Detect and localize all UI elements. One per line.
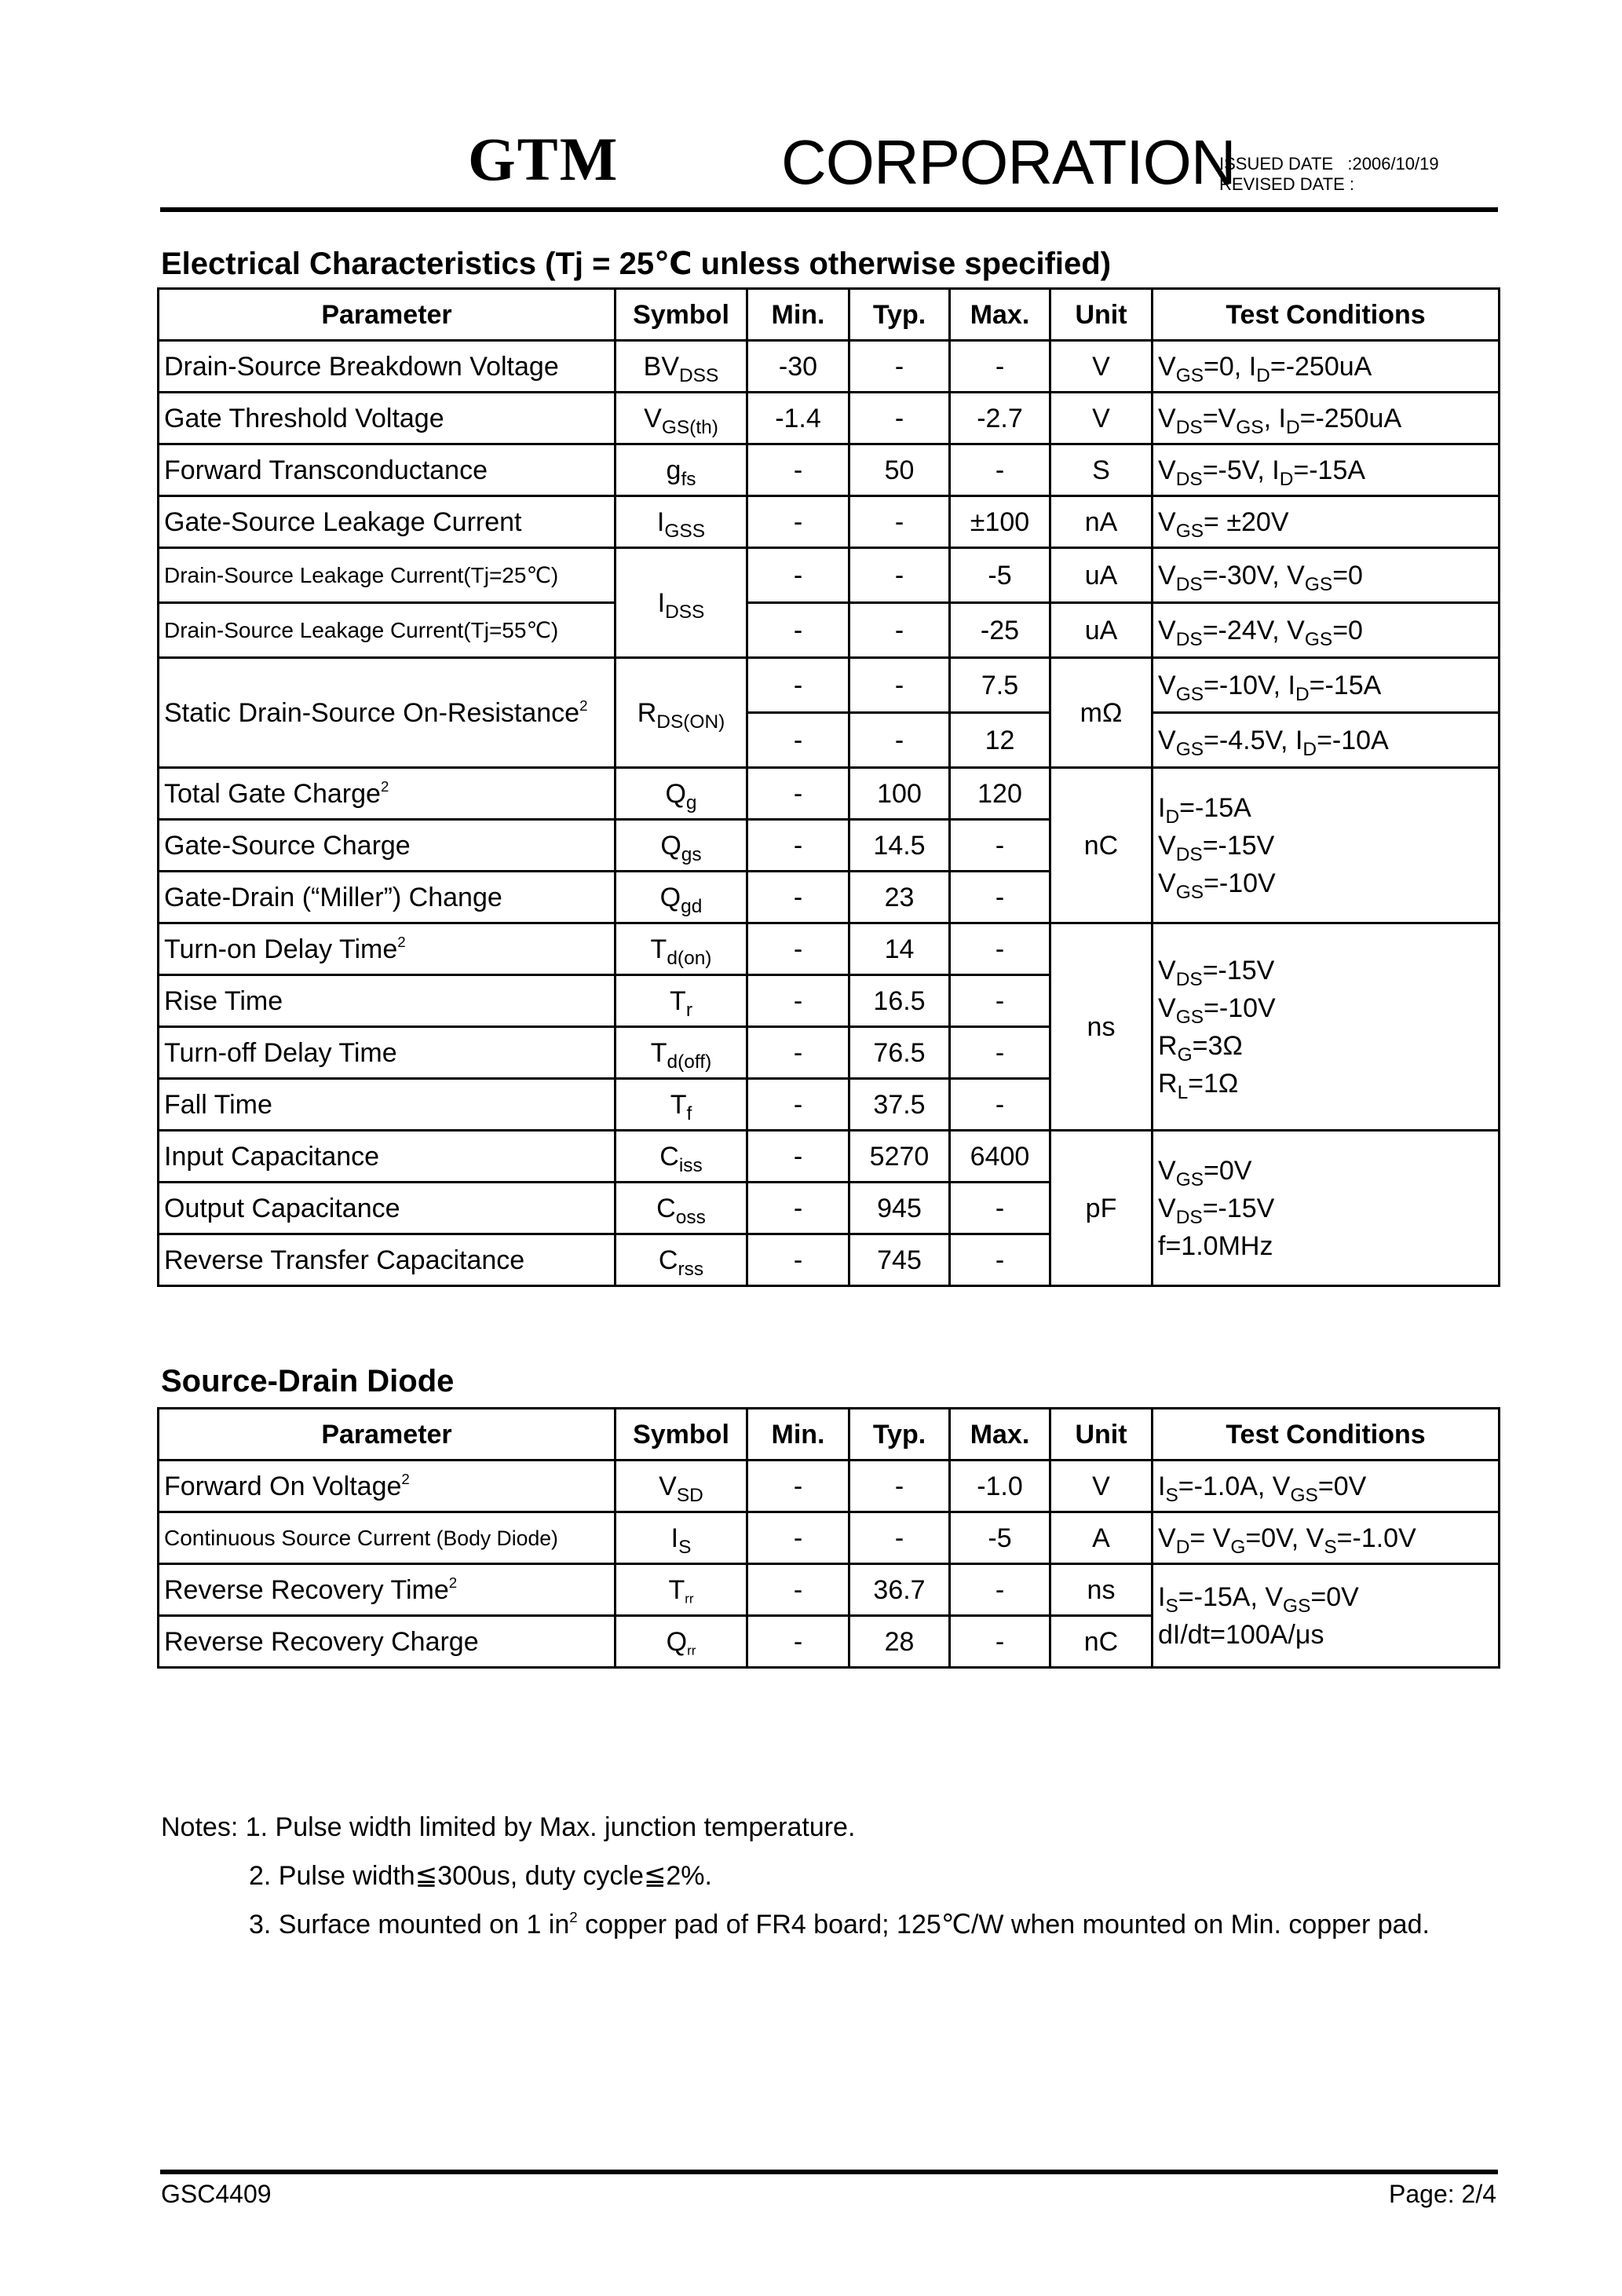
electrical-col-parameter: Parameter xyxy=(159,289,616,341)
electrical-col-test-conditions: Test Conditions xyxy=(1153,289,1500,341)
document-dates xyxy=(1219,154,1439,195)
conditions-cell: $V_{GS}=-10V$, $I_D=-15A$ xyxy=(1153,658,1500,713)
electrical-row xyxy=(159,923,1500,975)
company-logo: GTM xyxy=(468,125,619,193)
symbol-cell: $T_{d(off)}$ xyxy=(616,1027,747,1079)
diode-col-typ: Typ. xyxy=(849,1409,950,1461)
max-cell: 6400 xyxy=(950,1131,1050,1183)
page-number: Page: 2/4 xyxy=(1389,2180,1496,2208)
electrical-row xyxy=(159,496,1500,548)
note-1 xyxy=(161,1803,1430,1852)
max-cell: -25 xyxy=(950,603,1050,658)
min-cell: - xyxy=(747,1027,849,1079)
conditions-cell: $V_{DS}=-30V$, $V_{GS}=0$ xyxy=(1153,548,1500,603)
max-cell: 7.5 xyxy=(950,658,1050,713)
condition-line: $I_D=-15A$ xyxy=(1158,792,1251,828)
condition-line: $V_{DS}=-15V$ xyxy=(1158,1193,1275,1228)
symbol-cell: $g_{fs}$ xyxy=(616,444,747,496)
conditions-cell: $I_S=-1.0A$, $V_{GS}=0V$ xyxy=(1153,1461,1500,1512)
max-cell: - xyxy=(950,1234,1050,1286)
min-cell: - xyxy=(747,496,849,548)
condition-line: $I_S=-15A$, $V_{GS}=0V$ xyxy=(1158,1581,1359,1617)
diode-col-symbol: Symbol xyxy=(616,1409,747,1461)
unit-cell: S xyxy=(1050,444,1153,496)
unit-cell: nA xyxy=(1050,496,1153,548)
symbol-cell: $T_f$ xyxy=(616,1079,747,1131)
typ-cell: - xyxy=(849,548,950,603)
electrical-col-typ: Typ. xyxy=(849,289,950,341)
parameter-cell: Fall Time xyxy=(159,1079,616,1131)
electrical-row xyxy=(159,1131,1500,1183)
typ-cell: 14.5 xyxy=(849,820,950,872)
max-cell: -1.0 xyxy=(950,1461,1050,1512)
conditions-cell: $V_{GS}=-4.5V$, $I_D=-10A$ xyxy=(1153,713,1500,768)
min-cell: - xyxy=(747,1512,849,1564)
symbol-cell: $C_{oss}$ xyxy=(616,1183,747,1234)
symbol-cell: $T_{rr}$ xyxy=(616,1564,747,1616)
unit-cell: nC xyxy=(1050,1616,1153,1668)
electrical-characteristics-title: Electrical Characteristics (Tj = 25℃ unless otherwise specified) xyxy=(161,247,1112,281)
typ-cell: 14 xyxy=(849,923,950,975)
electrical-row xyxy=(159,341,1500,393)
source-drain-diode-title: Source-Drain Diode xyxy=(161,1364,455,1398)
conditions-cell xyxy=(1153,1564,1500,1668)
electrical-row xyxy=(159,603,1500,658)
diode-col-unit: Unit xyxy=(1050,1409,1153,1461)
max-cell: - xyxy=(950,341,1050,393)
parameter-cell: Drain-Source Leakage Current(Tj=55℃) xyxy=(159,603,616,658)
condition-line: $V_{DS}=-15V$ xyxy=(1158,830,1275,865)
typ-cell: 5270 xyxy=(849,1131,950,1183)
min-cell: - xyxy=(747,820,849,872)
electrical-row xyxy=(159,548,1500,603)
max-cell: - xyxy=(950,1183,1050,1234)
parameter-cell: Static Drain-Source On-Resistance$^2$ xyxy=(159,658,616,768)
parameter-cell: Input Capacitance xyxy=(159,1131,616,1183)
parameter-cell: Gate-Source Charge xyxy=(159,820,616,872)
max-cell: - xyxy=(950,820,1050,872)
min-cell: - xyxy=(747,1183,849,1234)
notes xyxy=(161,1803,1430,1949)
typ-cell: 76.5 xyxy=(849,1027,950,1079)
typ-cell: - xyxy=(849,393,950,444)
parameter-cell: Gate-Source Leakage Current xyxy=(159,496,616,548)
note-3-end: copper pad of FR4 board; 125℃/W when mounted on Min. copper pad. xyxy=(577,1910,1430,1940)
note-2: 2. Pulse width≦300us, duty cycle≦2%. xyxy=(249,1861,712,1891)
typ-cell: - xyxy=(849,658,950,713)
electrical-row xyxy=(159,393,1500,444)
min-cell: - xyxy=(747,1131,849,1183)
parameter-cell: Drain-Source Leakage Current(Tj=25℃) xyxy=(159,548,616,603)
conditions-cell xyxy=(1153,768,1500,923)
revised-date: REVISED DATE : xyxy=(1219,174,1354,194)
typ-cell: 36.7 xyxy=(849,1564,950,1616)
symbol-cell: $C_{iss}$ xyxy=(616,1131,747,1183)
condition-line: $R_G=3\Omega$ xyxy=(1158,1030,1243,1066)
electrical-col-symbol: Symbol xyxy=(616,289,747,341)
max-cell: ±100 xyxy=(950,496,1050,548)
symbol-cell: $C_{rss}$ xyxy=(616,1234,747,1286)
min-cell: - xyxy=(747,1461,849,1512)
condition-line: f=1.0MHz xyxy=(1158,1230,1273,1261)
max-cell: 120 xyxy=(950,768,1050,820)
typ-cell: 945 xyxy=(849,1183,950,1234)
electrical-row xyxy=(159,444,1500,496)
parameter-cell: Reverse Recovery Charge xyxy=(159,1616,616,1668)
parameter-cell: Gate-Drain (“Miller”) Change xyxy=(159,872,616,923)
symbol-cell: $T_{d(on)}$ xyxy=(616,923,747,975)
note-3-sup: 2 xyxy=(569,1908,578,1925)
typ-cell: - xyxy=(849,713,950,768)
condition-line: dI/dt=100A/μs xyxy=(1158,1619,1324,1650)
min-cell: - xyxy=(747,1079,849,1131)
electrical-col-unit: Unit xyxy=(1050,289,1153,341)
symbol-cell: $BV_{DSS}$ xyxy=(616,341,747,393)
max-cell: -5 xyxy=(950,1512,1050,1564)
unit-cell: mΩ xyxy=(1050,658,1153,768)
typ-cell: 16.5 xyxy=(849,975,950,1027)
condition-line: $V_{GS}=-10V$ xyxy=(1158,868,1276,903)
diode-row xyxy=(159,1512,1500,1564)
min-cell: -30 xyxy=(747,341,849,393)
document-id: GSC4409 xyxy=(161,2180,272,2208)
unit-cell: V xyxy=(1050,1461,1153,1512)
typ-cell: 23 xyxy=(849,872,950,923)
condition-line: $V_{GS}=-10V$ xyxy=(1158,993,1276,1028)
electrical-characteristics-table xyxy=(157,287,1500,1287)
min-cell: - xyxy=(747,658,849,713)
min-cell: - xyxy=(747,923,849,975)
min-cell: - xyxy=(747,713,849,768)
unit-cell: V xyxy=(1050,341,1153,393)
diode-header-row xyxy=(159,1409,1500,1461)
max-cell: - xyxy=(950,1027,1050,1079)
note-3-start: 3. Surface mounted on 1 in xyxy=(249,1910,570,1940)
typ-cell: - xyxy=(849,603,950,658)
min-cell: - xyxy=(747,1616,849,1668)
symbol-cell: $Q_{gd}$ xyxy=(616,872,747,923)
max-cell: 12 xyxy=(950,713,1050,768)
parameter-cell: Total Gate Charge$^2$ xyxy=(159,768,616,820)
conditions-cell: $V_D= V_G=0V$, $V_S=-1.0V$ xyxy=(1153,1512,1500,1564)
diode-col-min: Min. xyxy=(747,1409,849,1461)
symbol-cell: $V_{GS(th)}$ xyxy=(616,393,747,444)
electrical-col-max: Max. xyxy=(950,289,1050,341)
condition-line: $V_{GS}=0V$ xyxy=(1158,1155,1252,1190)
corporation-title: CORPORATION xyxy=(781,127,1236,197)
unit-cell: ns xyxy=(1050,1564,1153,1616)
typ-cell: 37.5 xyxy=(849,1079,950,1131)
diode-col-parameter: Parameter xyxy=(159,1409,616,1461)
unit-cell: pF xyxy=(1050,1131,1153,1286)
symbol-cell: $I_S$ xyxy=(616,1512,747,1564)
source-drain-diode-table xyxy=(157,1407,1500,1669)
min-cell: - xyxy=(747,1564,849,1616)
min-cell: - xyxy=(747,768,849,820)
typ-cell: 100 xyxy=(849,768,950,820)
min-cell: - xyxy=(747,444,849,496)
min-cell: - xyxy=(747,975,849,1027)
max-cell: - xyxy=(950,1079,1050,1131)
unit-cell: ns xyxy=(1050,923,1153,1131)
symbol-cell: $T_r$ xyxy=(616,975,747,1027)
symbol-cell: $Q_{rr}$ xyxy=(616,1616,747,1668)
min-cell: - xyxy=(747,603,849,658)
symbol-cell: $Q_{gs}$ xyxy=(616,820,747,872)
condition-line: $V_{DS}=-15V$ xyxy=(1158,955,1275,990)
diode-col-max: Max. xyxy=(950,1409,1050,1461)
unit-cell: uA xyxy=(1050,603,1153,658)
diode-row xyxy=(159,1461,1500,1512)
typ-cell: - xyxy=(849,1512,950,1564)
parameter-cell: Output Capacitance xyxy=(159,1183,616,1234)
electrical-header-row xyxy=(159,289,1500,341)
unit-cell: V xyxy=(1050,393,1153,444)
parameter-cell: Turn-off Delay Time xyxy=(159,1027,616,1079)
typ-cell: 745 xyxy=(849,1234,950,1286)
max-cell: - xyxy=(950,923,1050,975)
parameter-cell: Gate Threshold Voltage xyxy=(159,393,616,444)
parameter-cell: Forward On Voltage$^2$ xyxy=(159,1461,616,1512)
unit-cell: uA xyxy=(1050,548,1153,603)
conditions-cell: $V_{DS}=V_{GS}$, $I_D=-250uA$ xyxy=(1153,393,1500,444)
typ-cell: - xyxy=(849,341,950,393)
conditions-cell xyxy=(1153,923,1500,1131)
min-cell: -1.4 xyxy=(747,393,849,444)
max-cell: -5 xyxy=(950,548,1050,603)
max-cell: - xyxy=(950,1616,1050,1668)
unit-cell: nC xyxy=(1050,768,1153,923)
symbol-cell: $I_{DSS}$ xyxy=(616,548,747,658)
parameter-cell: Turn-on Delay Time$^2$ xyxy=(159,923,616,975)
min-cell: - xyxy=(747,1234,849,1286)
electrical-row xyxy=(159,768,1500,820)
max-cell: - xyxy=(950,444,1050,496)
electrical-row xyxy=(159,658,1500,713)
max-cell: - xyxy=(950,872,1050,923)
typ-cell: - xyxy=(849,496,950,548)
typ-cell: - xyxy=(849,1461,950,1512)
parameter-cell: Drain-Source Breakdown Voltage xyxy=(159,341,616,393)
min-cell: - xyxy=(747,548,849,603)
parameter-cell: Continuous Source Current (Body Diode) xyxy=(159,1512,616,1564)
footer-rule xyxy=(160,2170,1498,2174)
electrical-col-min: Min. xyxy=(747,289,849,341)
diode-row xyxy=(159,1564,1500,1616)
parameter-cell: Reverse Transfer Capacitance xyxy=(159,1234,616,1286)
conditions-cell: $V_{DS}=-5V$, $I_D=-15A$ xyxy=(1153,444,1500,496)
max-cell: - xyxy=(950,975,1050,1027)
note-3 xyxy=(161,1900,1430,1949)
conditions-cell: $V_{DS}=-24V$, $V_{GS}=0$ xyxy=(1153,603,1500,658)
diode-col-test-conditions: Test Conditions xyxy=(1153,1409,1500,1461)
header-rule xyxy=(160,207,1498,212)
parameter-cell: Forward Transconductance xyxy=(159,444,616,496)
symbol-cell: $R_{DS(ON)}$ xyxy=(616,658,747,768)
conditions-cell: $V_{GS}=0$, $I_D=-250uA$ xyxy=(1153,341,1500,393)
parameter-cell: Rise Time xyxy=(159,975,616,1027)
symbol-cell: $I_{GSS}$ xyxy=(616,496,747,548)
max-cell: -2.7 xyxy=(950,393,1050,444)
max-cell: - xyxy=(950,1564,1050,1616)
typ-cell: 50 xyxy=(849,444,950,496)
parameter-cell: Reverse Recovery Time$^2$ xyxy=(159,1564,616,1616)
notes-prefix: Notes: xyxy=(161,1812,239,1842)
note-text: 1. Pulse width limited by Max. junction temperature. xyxy=(245,1812,856,1842)
conditions-cell: $V_{GS}= \pm 20V$ xyxy=(1153,496,1500,548)
symbol-cell: $Q_g$ xyxy=(616,768,747,820)
condition-line: $R_L=1\Omega$ xyxy=(1158,1068,1239,1103)
conditions-cell xyxy=(1153,1131,1500,1286)
issued-date: ISSUED DATE :2006/10/19 xyxy=(1219,154,1439,174)
min-cell: - xyxy=(747,872,849,923)
unit-cell: A xyxy=(1050,1512,1153,1564)
symbol-cell: $V_{SD}$ xyxy=(616,1461,747,1512)
typ-cell: 28 xyxy=(849,1616,950,1668)
